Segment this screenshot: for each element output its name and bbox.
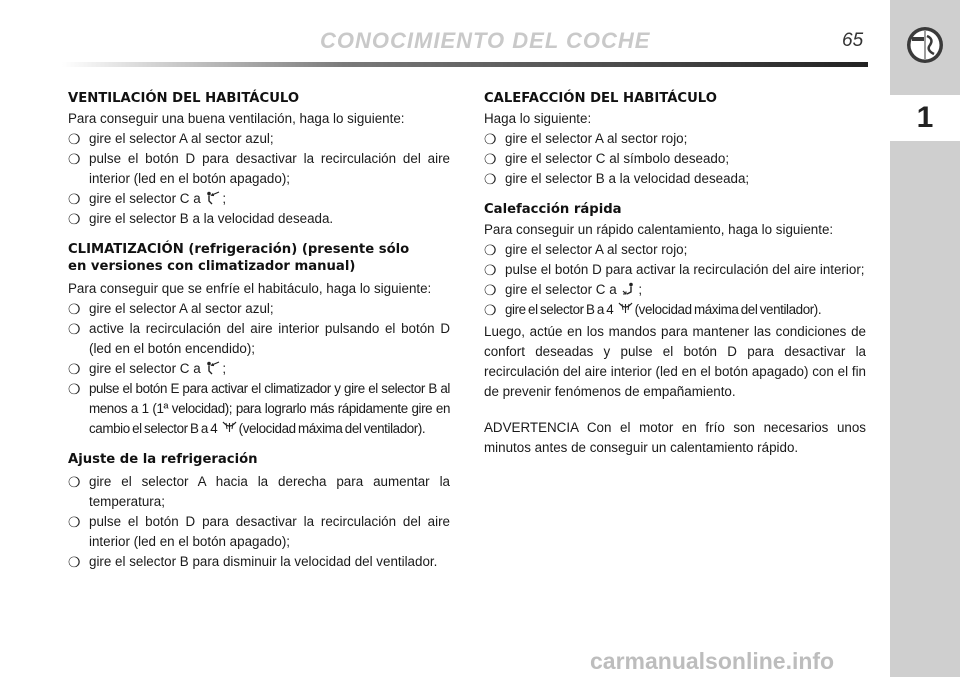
bullet-icon: ❍: [484, 171, 497, 187]
bullet-icon: ❍: [68, 381, 81, 397]
list-item: ❍ gire el selector A al sector rojo;: [484, 131, 688, 147]
list-item: ❍ pulse el botón D para desactivar la recirculación del aire interior (led en el botón apagado);: [68, 151, 450, 186]
list-item: ❍ gire el selector C a ;: [484, 282, 643, 298]
list-item: ❍ gire el selector B a 4 (velocidad máxima del ventilador).: [484, 302, 822, 318]
alfa-romeo-logo-icon: [906, 26, 944, 64]
foot-face-vent-icon: [622, 282, 636, 296]
list-item: ❍ gire el selector C al símbolo deseado;: [484, 151, 730, 167]
paragraph-intro: Para conseguir una buena ventilación, haga lo siguiente:: [68, 111, 405, 126]
list-item: ❍ gire el selector B a la velocidad deseada;: [484, 171, 750, 187]
chapter-tab[interactable]: 1: [890, 95, 960, 141]
paragraph-advertencia: ADVERTENCIA Con el motor en frío son necesarios unos minutos antes de conseguir un calentamiento rápido.: [484, 420, 866, 455]
bullet-icon: ❍: [68, 474, 81, 490]
page-number: 65: [842, 30, 864, 51]
list-item: ❍ gire el selector C a ;: [68, 191, 227, 207]
section-heading-ventilacion: VENTILACIÓN DEL HABITÁCULO: [68, 91, 300, 106]
fan-max-icon: [618, 302, 633, 314]
bullet-icon: ❍: [484, 262, 497, 278]
bullet-icon: ❍: [68, 321, 81, 337]
side-panel: [890, 0, 960, 677]
list-item: ❍ active la recirculación del aire interior pulsando el botón D (led en el botón encendido);: [68, 321, 450, 356]
list-item: ❍ gire el selector A al sector azul;: [68, 131, 274, 147]
bullet-icon: ❍: [68, 554, 81, 570]
paragraph-intro: Para conseguir un rápido calentamiento, haga lo siguiente:: [484, 222, 834, 237]
list-item: ❍ gire el selector B a la velocidad deseada.: [68, 211, 334, 227]
section-heading-rapida: Calefacción rápida: [484, 202, 622, 217]
bullet-icon: ❍: [484, 131, 497, 147]
list-item: ❍ pulse el botón D para activar la recirculación del aire interior;: [484, 262, 865, 278]
bullet-list: [484, 129, 866, 189]
bullet-list: [484, 240, 866, 320]
face-vent-icon: [206, 361, 220, 375]
face-vent-icon: [206, 191, 220, 205]
paragraph-luego: Luego, actúe en los mandos para mantener las condiciones de confort deseadas y pulse el botón D para desactivar la recirculación del aire interior (led en el botón apagado) con el fin de prevenir fenómenos de empañamiento.: [484, 324, 866, 399]
bullet-icon: ❍: [68, 514, 81, 530]
list-item: ❍ gire el selector C a ;: [68, 361, 227, 377]
list-item: ❍ gire el selector A al sector azul;: [68, 301, 274, 317]
bullet-icon: ❍: [68, 361, 81, 377]
left-column: [68, 90, 450, 572]
bullet-list: [68, 129, 450, 229]
bullet-icon: ❍: [484, 151, 497, 167]
paragraph-intro: Haga lo siguiente:: [484, 111, 592, 126]
bullet-icon: ❍: [68, 131, 81, 147]
header-title: CONOCIMIENTO DEL COCHE: [320, 28, 651, 53]
bullet-icon: ❍: [68, 211, 81, 227]
bullet-icon: ❍: [68, 301, 81, 317]
list-item: ❍ gire el selector A hacia la derecha para aumentar la temperatura;: [68, 474, 450, 509]
bullet-list: [68, 299, 450, 439]
list-item: ❍ pulse el botón D para desactivar la recirculación del aire interior (led en el botón apagado);: [68, 514, 450, 549]
bullet-list: [68, 472, 450, 572]
section-heading-calefaccion: CALEFACCIÓN DEL HABITÁCULO: [484, 91, 717, 106]
bullet-icon: ❍: [68, 151, 81, 167]
right-column: [484, 90, 866, 458]
fan-max-icon: [222, 421, 237, 433]
bullet-icon: ❍: [484, 242, 497, 258]
section-heading-ajuste: Ajuste de la refrigeración: [68, 452, 258, 467]
watermark: carmanualsonline.info: [590, 648, 835, 674]
paragraph-intro: Para conseguir que se enfríe el habitáculo, haga lo siguiente:: [68, 281, 432, 296]
bullet-icon: ❍: [484, 302, 497, 318]
bullet-icon: ❍: [68, 191, 81, 207]
list-item: ❍ gire el selector B para disminuir la velocidad del ventilador.: [68, 554, 438, 570]
list-item: ❍ gire el selector A al sector rojo;: [484, 242, 688, 258]
header-rule: [62, 62, 868, 67]
section-heading-climatizacion: CLIMATIZACIÓN (refrigeración) (presente sólo en versiones con climatizador manual): [68, 242, 410, 274]
bullet-icon: ❍: [484, 282, 497, 298]
list-item: ❍ pulse el botón E para activar el climatizador y gire el selector B al menos a 1 (1ª velocidad); para lograrlo más rápidamente gire en cambio el selector B a 4 (velocidad máxima del ventilador).: [68, 381, 450, 436]
